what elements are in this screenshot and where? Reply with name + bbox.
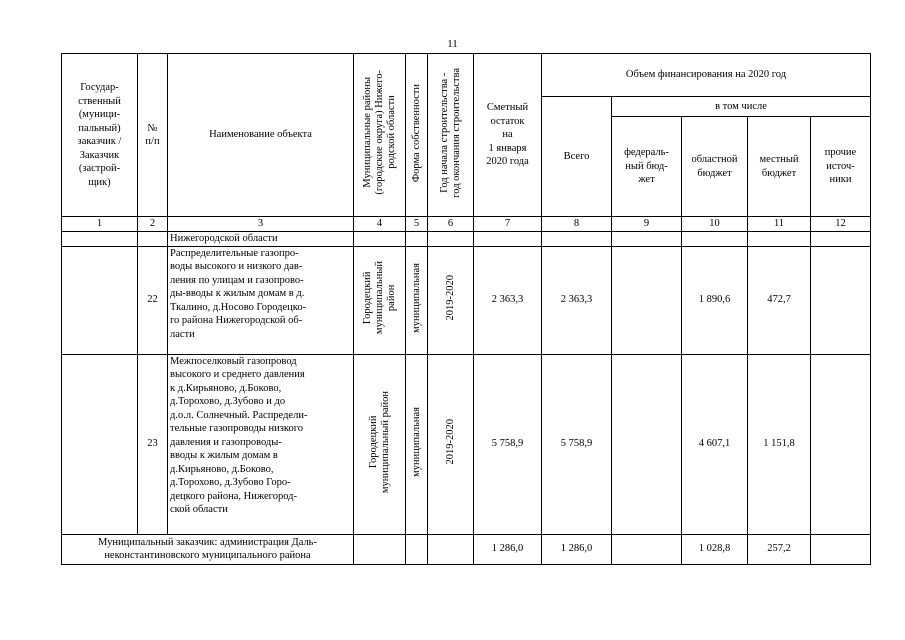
column-number: 11 bbox=[748, 217, 811, 232]
summary-label: Муниципальный заказчик: администрация Даль- неконстантиновского муниципального района bbox=[62, 534, 354, 564]
regional: 1 890,6 bbox=[682, 246, 748, 354]
ownership: муниципальная bbox=[406, 354, 428, 534]
header-other: прочие источ- ники bbox=[811, 117, 871, 217]
total: 2 363,3 bbox=[542, 246, 612, 354]
summary-row bbox=[62, 534, 871, 564]
header-estimate: Сметный остаток на 1 января 2020 года bbox=[474, 54, 542, 217]
header-total: Всего bbox=[542, 97, 612, 217]
continuation-name: Нижегородской области bbox=[168, 231, 354, 246]
header-financing: Объем финансирования на 2020 год bbox=[542, 54, 871, 97]
column-number: 6 bbox=[428, 217, 474, 232]
column-number: 5 bbox=[406, 217, 428, 232]
row-number: 23 bbox=[138, 354, 168, 534]
page-number: 11 bbox=[447, 38, 458, 50]
table-row bbox=[62, 246, 871, 354]
other bbox=[811, 354, 871, 534]
header-row-1 bbox=[62, 54, 871, 97]
other bbox=[811, 246, 871, 354]
column-number: 4 bbox=[354, 217, 406, 232]
object-name: Межпоселковый газопровод высокого и среднего давления к д.Кирьяново, д.Боково, д.Торохово, д.Зубово и до д.о.л. Солнечный. Распредели- тельные газопроводы низкого давления и газопроводы- вводы к жилым домам в д.Кирьяново, д.Боково, д.Торохово, д.Зубово Горо- децкого района, Нижегород- ской области bbox=[168, 354, 354, 534]
column-number: 7 bbox=[474, 217, 542, 232]
header-customer: Государ- ственный (муници- пальный) заказчик / Заказчик (застрой- щик) bbox=[62, 54, 138, 217]
header-federal: федераль- ный бюд- жет bbox=[612, 117, 682, 217]
column-number: 9 bbox=[612, 217, 682, 232]
column-number: 1 bbox=[62, 217, 138, 232]
header-districts: Муниципальные районы (городские округа) Нижего- родской области bbox=[354, 54, 406, 217]
row-number: 22 bbox=[138, 246, 168, 354]
local: 1 151,8 bbox=[748, 354, 811, 534]
header-years: Год начала строительства - год окончания строительства bbox=[428, 54, 474, 217]
regional: 4 607,1 bbox=[682, 354, 748, 534]
financing-table bbox=[61, 53, 871, 565]
column-number: 3 bbox=[168, 217, 354, 232]
column-number: 10 bbox=[682, 217, 748, 232]
estimate: 5 758,9 bbox=[474, 354, 542, 534]
summary-regional: 1 028,8 bbox=[682, 534, 748, 564]
ownership: муниципальная bbox=[406, 246, 428, 354]
summary-local: 257,2 bbox=[748, 534, 811, 564]
summary-estimate: 1 286,0 bbox=[474, 534, 542, 564]
federal bbox=[612, 246, 682, 354]
column-number: 12 bbox=[811, 217, 871, 232]
header-regional: областной бюджет bbox=[682, 117, 748, 217]
object-name: Распределительные газопро- воды высокого и низкого дав- ления по улицам и газопрово- ды-вводы к жилым домам в д. Ткалино, д.Носово Городецко- го района Нижегородской об- ласти bbox=[168, 246, 354, 354]
federal bbox=[612, 354, 682, 534]
continuation-row bbox=[62, 231, 871, 246]
district: Городецкий муниципальный район bbox=[354, 354, 406, 534]
years: 2019-2020 bbox=[428, 354, 474, 534]
local: 472,7 bbox=[748, 246, 811, 354]
table-row bbox=[62, 354, 871, 534]
header-ownership: Форма собственности bbox=[406, 54, 428, 217]
header-local: местный бюджет bbox=[748, 117, 811, 217]
years: 2019-2020 bbox=[428, 246, 474, 354]
column-number: 2 bbox=[138, 217, 168, 232]
header-number: № п/п bbox=[138, 54, 168, 217]
header-including: в том числе bbox=[612, 97, 871, 117]
district: Городецкий муниципальный район bbox=[354, 246, 406, 354]
estimate: 2 363,3 bbox=[474, 246, 542, 354]
column-number-row bbox=[62, 217, 871, 232]
total: 5 758,9 bbox=[542, 354, 612, 534]
column-number: 8 bbox=[542, 217, 612, 232]
header-object-name: Наименование объекта bbox=[168, 54, 354, 217]
summary-total: 1 286,0 bbox=[542, 534, 612, 564]
